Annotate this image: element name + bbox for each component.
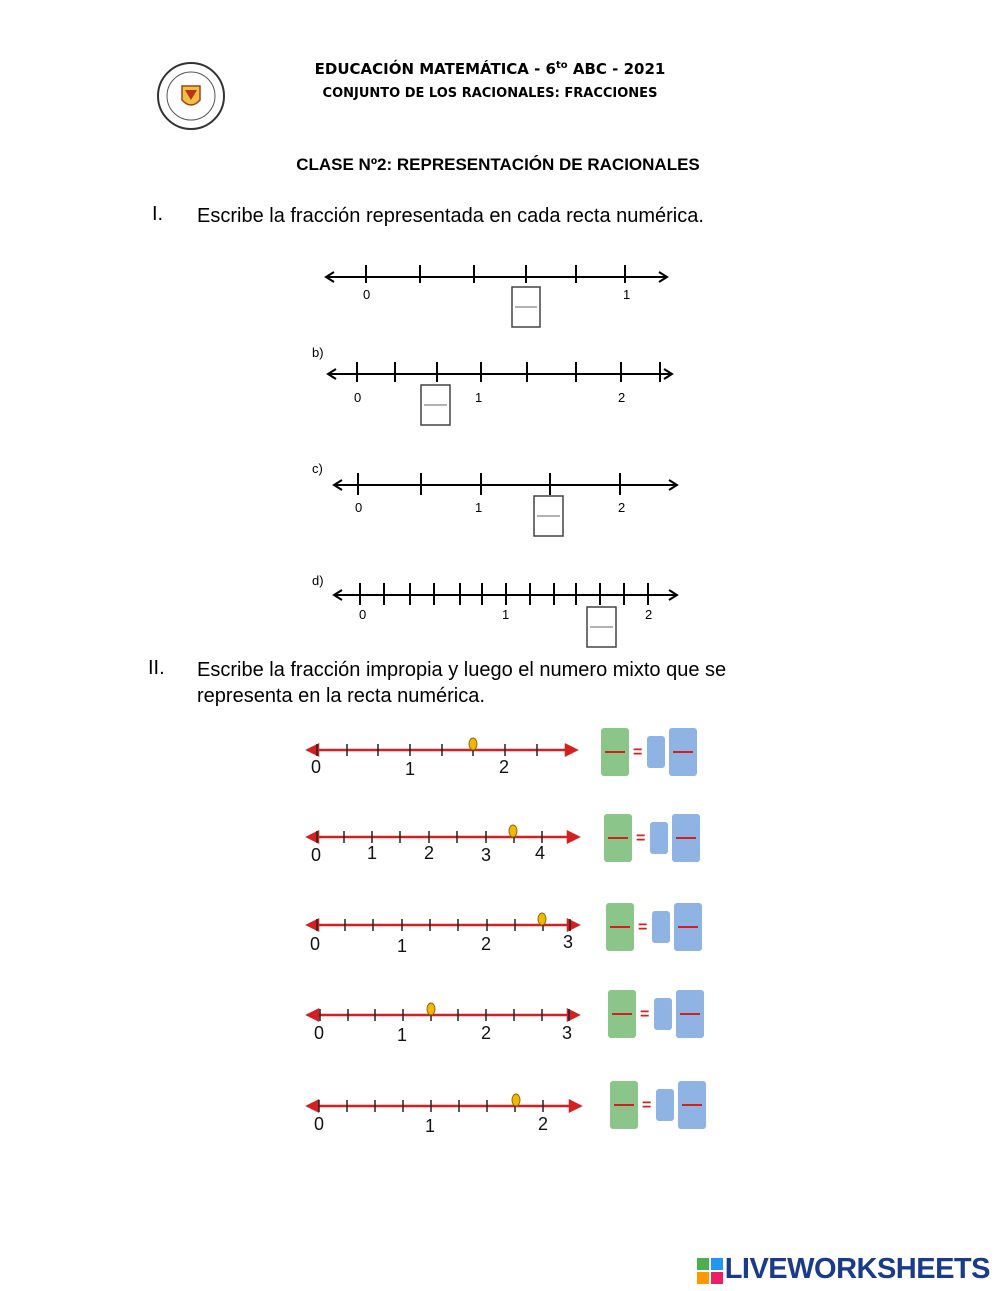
tick-label: 0: [354, 390, 362, 405]
tick-label: 1: [397, 1025, 408, 1045]
tick-label: 4: [535, 843, 546, 863]
section2-instruction-line1: Escribe la fracción impropia y luego el numero mixto que se: [197, 659, 727, 681]
equals-sign: =: [642, 1097, 652, 1114]
tick-label: 1: [397, 936, 408, 956]
tick-label: 2: [481, 934, 492, 954]
liveworksheets-brand: LIVEWORKSHEETS: [724, 1253, 990, 1285]
line-label: c): [312, 461, 323, 476]
answer-boxes[interactable]: [601, 728, 706, 1129]
tick-label: 0: [311, 757, 322, 777]
equals-sign: =: [640, 1006, 650, 1023]
section2-number-lines: [300, 725, 720, 1145]
tick-label: 2: [538, 1114, 549, 1134]
header-subtitle: CONJUNTO DE LOS RACIONALES: FRACCIONES: [322, 86, 658, 101]
section2-number: II.: [148, 657, 165, 679]
equals-sign: =: [633, 744, 643, 761]
tick-label: 0: [359, 607, 367, 622]
tick-label: 2: [645, 607, 653, 622]
liveworksheets-logo-icon: [697, 1258, 723, 1284]
tick-label: 1: [502, 607, 510, 622]
tick-label: 2: [499, 757, 510, 777]
tick-label: 2: [618, 500, 626, 515]
tick-label: 1: [623, 287, 631, 302]
section2-instruction-line2: representa en la recta numérica.: [197, 685, 485, 707]
line-label: d): [312, 573, 324, 588]
tick-label: 1: [425, 1116, 436, 1136]
section1-number: I.: [152, 203, 164, 225]
tick-label: 3: [481, 845, 492, 865]
equals-sign: =: [638, 919, 648, 936]
equals-sign: =: [636, 830, 646, 847]
header-title: EDUCACIÓN MATEMÁTICA - $6^{to}$ ABC - 2021: [314, 60, 666, 78]
tick-label: 3: [563, 932, 574, 952]
tick-label: 0: [355, 500, 363, 515]
section1-number-lines: [300, 245, 700, 655]
tick-label: 2: [618, 390, 626, 405]
tick-label: 1: [367, 843, 378, 863]
tick-label: 1: [475, 500, 483, 515]
tick-label: 1: [405, 759, 416, 779]
class-title: CLASE Nº2: REPRESENTACIÓN DE RACIONALES: [296, 155, 700, 174]
tick-label: 2: [481, 1023, 492, 1043]
tick-label: 0: [363, 287, 371, 302]
tick-label: 0: [314, 1023, 325, 1043]
tick-label: 0: [314, 1114, 325, 1134]
tick-label: 3: [562, 1023, 573, 1043]
tick-label: 2: [424, 843, 435, 863]
tick-label: 1: [475, 390, 483, 405]
tick-label: 0: [311, 845, 322, 865]
section1-instruction: Escribe la fracción representada en cada recta numérica.: [197, 205, 704, 227]
tick-label: 0: [310, 934, 321, 954]
line-label: b): [312, 345, 324, 360]
